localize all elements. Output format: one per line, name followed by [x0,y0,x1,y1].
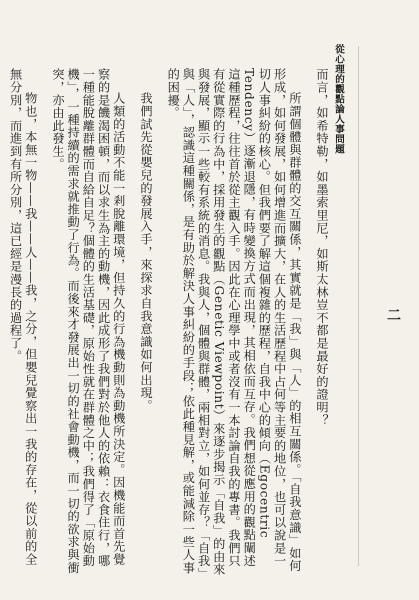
running-header: 從心理的觀點論人事問題 [333,44,344,154]
paragraph-5: 物也，本無一物——我——人——我，之分，但嬰兒覺察出一我的存在，從以前的全無分別，而進到有所分別，這已經是漫長的過程了。 [8,68,38,566]
paragraph-4: 人類的活動不能一剎脫離環境，但持久的行為機動則為動機所決定。因機能而首先覺察的是饑渴困頓，而以求生為主的動機，因此成形了我們對於他人的依賴：衣食住行，哪一種能脫離群體而自給自足？個體的生活基礎，原始性就在群體之中；我們得了「原始動機」，一種持續的需求就推動了行為。而後來才發展出一切的社會動機，而一切的欲求與衝突，亦由此發生。 [50,68,126,574]
header-rule [358,46,359,566]
body-text [0,68,329,578]
paragraph-2: 所謂個體與群體的交互關係，其實就是「我」與「人」的相互關係。「自我意識」如何形成，如何發展，如何增進而擴大，在人的生活歷程中占何等主要的地位，也可以說是一切人事糾紛的核心。但我們要了解這個複雜的歷程，自我中心的傾向（Egocentric Tendency）逐漸退隱，有時變換方式而出現，其相依而互存。我們想從應用的觀點闡述這種歷程，往往首於從主觀入手。因此在心理學中或者沒有一本討論自我的專書。我們只有從實際的行為中，採用發生的觀點（Genetic Viewpoint）來逐步揭示「自我」的由來與發展，顯示一些較有系統的消息。我與人，個體與群體，兩相對立，如何並存？「自我」與「人」，認識這種關係，是有助於解決人事糾紛的手段；依此種見解，或能減除一些人事的困擾。 [166,68,302,576]
page-number: 二 [387,308,401,324]
paragraph-3: 我們試先從嬰兒的發展入手，來探求自我意識如何出現。 [138,92,153,413]
paragraph-1: 而言，如希特勒，如墨索里尼，如斯太林豈不都是最好的證明？ [315,68,329,427]
